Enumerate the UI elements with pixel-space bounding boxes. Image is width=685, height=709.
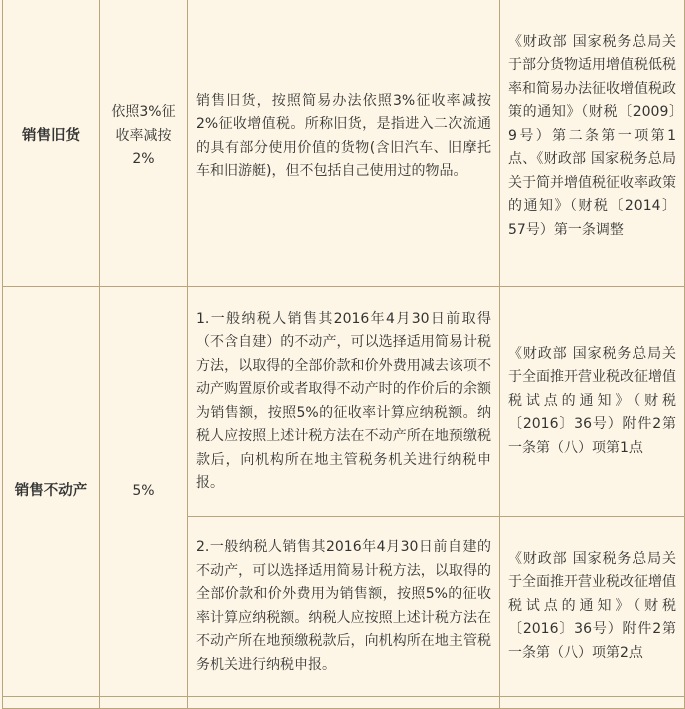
description-cell: 2.一般纳税人销售其2016年4月30日前自建的不动产，可以选择适用简易计税方法，以取得的全部价款和价外费用为销售额，按照5%的征收率计算应纳税额。纳税人应按照上述计税方法在不动产所在地预缴税款后，向机构所在地主管税务机关进行纳税申报。	[188, 517, 500, 697]
policy-basis-cell: 《财政部 国家税务总局关于部分货物适用增值税低税率和简易办法征收增值税政策的通知》（财税〔2009〕9号）第二条第一项第1点、《财政部 国家税务总局关于简并增值税征收率政策的通知》（财税〔2014〕57号）第一条调整	[500, 0, 685, 287]
empty-cell	[3, 697, 100, 709]
rate-cell: 5%	[100, 287, 188, 697]
policy-basis-cell: 《财政部 国家税务总局关于全面推开营业税改征增值税试点的通知》（财税〔2016〕36号）附件2第一条第（八）项第1点	[500, 287, 685, 517]
table-row	[3, 287, 685, 517]
description-cell: 1.一般纳税人销售其2016年4月30日前取得（不含自建）的不动产，可以选择适用简易计税方法，以取得的全部价款和价外费用减去该项不动产购置原价或者取得不动产时的作价后的余额为销售额，按照5%的征收率计算应纳税额。纳税人应按照上述计税方法在不动产所在地预缴税款后，向机构所在地主管税务机关进行纳税申报。	[188, 287, 500, 517]
empty-cell	[500, 697, 685, 709]
rate-cell: 依照3%征收率减按2%	[100, 0, 188, 287]
category-cell: 销售不动产	[3, 287, 100, 697]
empty-cell	[100, 697, 188, 709]
empty-cell	[188, 697, 500, 709]
description-cell: 销售旧货，按照简易办法依照3%征收率减按2%征收增值税。所称旧货，是指进入二次流通的具有部分使用价值的货物(含旧汽车、旧摩托车和旧游艇)，但不包括自己使用过的物品。	[188, 0, 500, 287]
table-row	[3, 697, 685, 709]
table-row	[3, 0, 685, 287]
policy-basis-cell: 《财政部 国家税务总局关于全面推开营业税改征增值税试点的通知》（财税〔2016〕36号）附件2第一条第（八）项第2点	[500, 517, 685, 697]
tax-policy-table	[2, 0, 685, 709]
category-cell: 销售旧货	[3, 0, 100, 287]
